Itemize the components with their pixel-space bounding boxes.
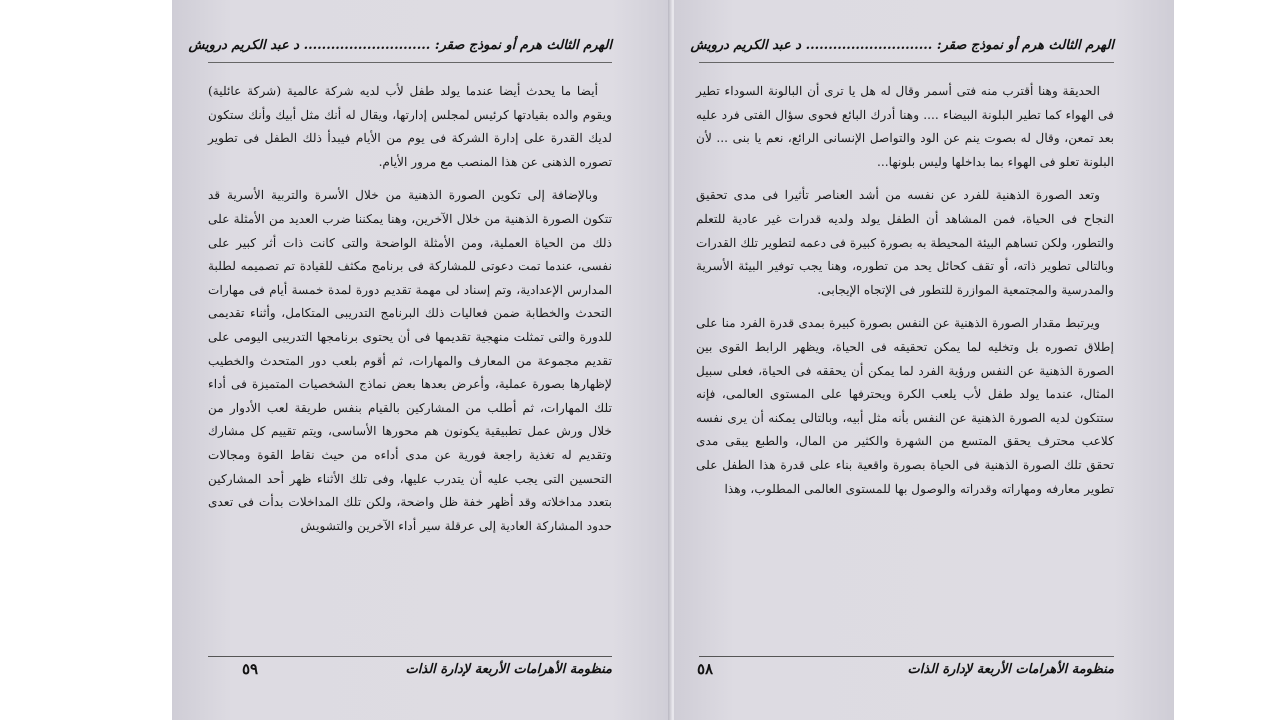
right-page	[674, 0, 1174, 720]
paragraph: الحديقة وهنا أقترب منه فتى أسمر وقال له هل يا ترى أن البالونة السوداء تطير فى الهواء كما تطير البلونة البيضاء .... وهنا أدرك البائع فحوى سؤال الفتى فرد عليه بعد تمعن، وقال له بصوت ينم عن الود والتواصل الإنسانى الرائع، نعم يا بنى ... لأن البلونة تعلو فى الهواء بما بداخلها وليس بلونها...	[696, 84, 1114, 169]
paragraph: وبالإضافة إلى تكوين الصورة الذهنية من خلال الأسرة والتربية الأسرية قد تتكون الصورة الذهنية من خلال الآخرين، وهنا يمكننا ضرب العديد من الأمثلة على ذلك من الحياة العملية، ومن الأمثلة الواضحة والتى كانت ذات أثر كبير على نفسى، عندما تمت دعوتى للمشاركة فى برنامج مكثف للقيادة تم تصميمه لطلبة المدارس الإعدادية، وتم إسناد لى مهمة تقديم دورة لمدة خمسة أيام فى مهارات التحدث والخطابة ضمن فعاليات ذلك البرنامج التدريبى المتكامل، وأثناء تقديمى للدورة والتى تمثلت منهجية تقديمها فى أن يحتوى برنامجها التدريبى اليومى على تقديم مجموعة من المعارف والمهارات، ثم أقوم بلعب دور المتحدث والخطيب لإظهارها بصورة عملية، وأعرض بعدها بعض نماذج الشخصيات المتميزة فى أداء تلك المهارات، ثم أطلب من المشاركين بالقيام بنفس طريقة لعب الأدوار من خلال ورش عمل تطبيقية يكونون هم محورها الأساسى، ويتم تقييم كل مشارك وتقديم له تغذية راجعة فورية عن مدى أداءه من حيث نقاط القوة ومجالات التحسين التى يجب عليه أن يتدرب عليها، وفى تلك الأثناء ظهر أحد المشاركين بتعدد مداخلاته وقد أظهر خفة ظل واضحة، ولكن تلك المداخلات بدأت فى تعدى حدود المشاركة العادية إلى عرقلة سير أداء الآخرين والتشويش	[208, 188, 612, 533]
page-number: ٥٩	[242, 660, 259, 678]
footer-title: منظومة الأهرامات الأربعة لإدارة الذات	[907, 662, 1114, 677]
page-number: ٥٨	[697, 660, 714, 678]
paragraph: وتعد الصورة الذهنية للفرد عن نفسه من أشد العناصر تأثيرا فى مدى تحقيق النجاح فى الحياة، فمن المشاهد أن الطفل يولد ولديه قدرات غير عادية للتعلم والتطور، ولكن تساهم البيئة المحيطة به بصورة كبيرة فى دعمه لتطوير تلك القدرات وبالتالى تطوير ذاته، أو تقف كحائل يحد من تطوره، وهنا يجب توفير البيئة الأسرية والمدرسية والمجتمعية الموازرة للتطور فى الإتجاه الإيجابى.	[696, 188, 1114, 297]
left-page	[172, 0, 672, 720]
header-rule	[208, 62, 612, 63]
footer-rule	[699, 656, 1114, 657]
running-head: الهرم الثالث هرم أو نموذج صقر: ............................ د عبد الكريم درويش	[188, 38, 612, 53]
footer-title: منظومة الأهرامات الأربعة لإدارة الذات	[405, 662, 612, 677]
paragraph: ويرتبط مقدار الصورة الذهنية عن النفس بصورة كبيرة بمدى قدرة الفرد منا على إطلاق تصوره بل وتخليه لما يمكن تحقيقه فى الحياة، ويظهر الرابط القوى بين الصورة الذهنية عن النفس ورؤية الفرد لما يمكن أن يحققه فى الحياة، فعلى سبيل المثال، عندما يولد طفل لأب يلعب الكرة ويحترفها على المستوى العالمى، فإنه ستتكون لديه الصورة الذهنية عن النفس بأنه مثل أبيه، وبالتالى يمكنه أن يرى نفسه كلاعب محترف يحقق المتسع من الشهرة والكثير من المال، والطبع يبقى مدى تحقق تلك الصورة الذهنية فى الحياة بصورة واقعية بناء على قدرة هذا الطفل على تطوير معارفه ومهاراته وقدراته والوصول بها للمستوى العالمى المطلوب، وهذا	[696, 316, 1114, 496]
open-book-scan	[172, 0, 1174, 720]
page-body	[208, 80, 612, 548]
footer-rule	[208, 656, 612, 657]
header-rule	[699, 62, 1114, 63]
paragraph: أيضا ما يحدث أيضا عندما يولد طفل لأب لديه شركة عالمية (شركة عائلية) ويقوم والده بقيادتها كرئيس لمجلس إدارتها، ويقال له أنك مثل أبيك وأنك ستكون لديك القدرة على إدارة الشركة فى يوم من الأيام فيبدأ ذلك الطفل فى تطوير تصوره الذهنى عن هذا المنصب مع مرور الأيام.	[208, 84, 612, 169]
running-head: الهرم الثالث هرم أو نموذج صقر: ............................ د عبد الكريم درويش	[690, 38, 1114, 53]
page-body	[696, 80, 1114, 511]
